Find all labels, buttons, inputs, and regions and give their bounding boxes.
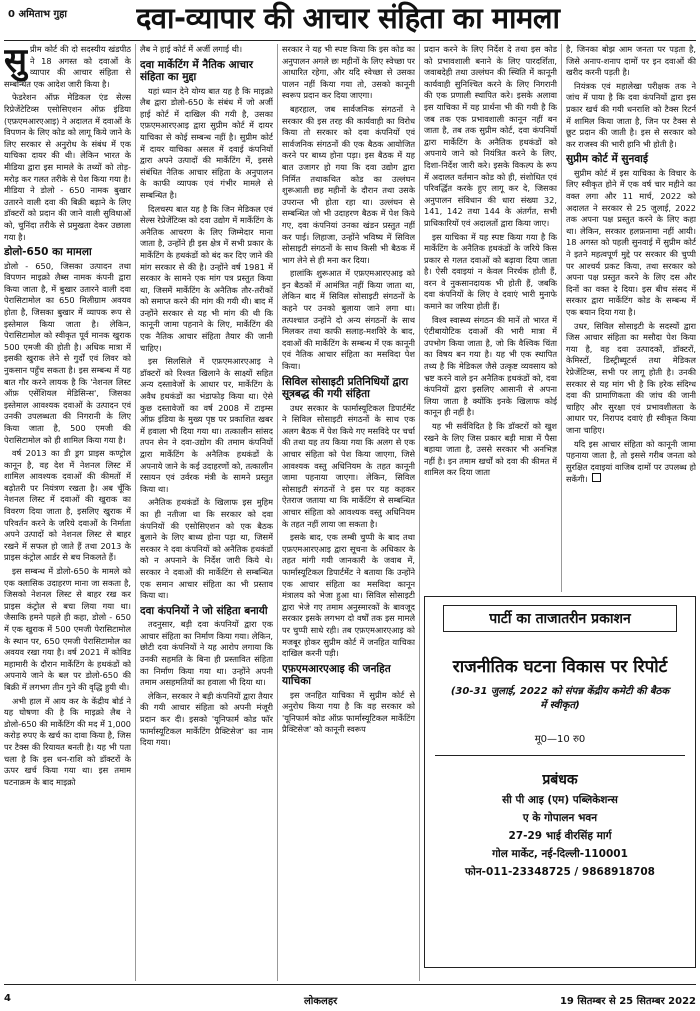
subheading: एफ़एमआरएआइ की जनहित याचिका xyxy=(282,662,391,688)
ad-price: मू0—10 रु0 xyxy=(534,734,586,745)
paragraph: उधर, सिविल सोसाइटी के सदस्यों द्वारा जिस आचार संहिता का मसौदा पेश किया गया है, वह दवा उत्पादकों, डॉक्टरों, केमिस्टों, डिस्ट्रीब्यूटर्स तथा मेडिकल रेप्रेजेंटिव्स, सभी पर लागू होती है। उनकी सरकार से यह मांग भी है कि हरेक संदिग्ध दवा की प्रामाणिकता की जांच की जानी चाहिए और सुरक्षा एवं प्रभावशीलता के आधार पर, निरापद दवाएं ही स्वीकृत किया जाना चाहिए। xyxy=(566,320,696,435)
column-2 xyxy=(140,44,273,981)
column-1 xyxy=(4,44,131,981)
drop-cap: सु xyxy=(4,44,27,81)
publication-advertisement xyxy=(424,596,696,968)
end-of-article-icon xyxy=(592,473,601,482)
subheading: सुप्रीम कोर्ट में सुनवाई xyxy=(566,153,649,166)
paragraph: डोलो - 650, जिसका उत्पादन तथा विपणन माइक्रो लैब्स नामक कंपनी द्वारा किया जाता है, में बुखार उतारने वाली दवा पेरासिटामोल का 650 मिलीग्राम अवयव होता है, जिसका बुखार में व्यापक रूप से इस्तेमाल किया जाता है। लेकिन, पेरासिटामोल को स्वीकृत पूर्व मानक खुराक 500 एमजी की होती है। अधिक मात्रा में इसकी खुराक लेने से गुर्दों एवं लिवर को नुकसान पहुँच सकता है। इस सम्बन्ध में यह बात गौर करने लायक है कि 'नेशनल लिस्ट ऑफ़ एसेंशियल मेडिसिन्स', जिसका इस्तेमाल आवश्यक दवाओं के उत्पादन एवं उनकी उपलब्धता की निगरानी के लिए किया जाता है, 500 एमजी की पेरासिटामोल को ही शामिल किया गया है। xyxy=(4,260,131,445)
paragraph: सुप्रीम कोर्ट में इस याचिका के विचार के लिए स्वीकृत होने में एक वर्ष चार महीने का वक्त लगा और 11 मार्च, 2022 को अदालत ने सरकार से 25 जुलाई, 2022 तक अपना पक्ष प्रस्तुत करने के लिए कहा था। लेकिन, सरकार हलफ़नामा नहीं आयी। 18 अगस्त को पहली सुनवाई में सुप्रीम कोर्ट ने इतने महत्वपूर्ण मुद्दे पर सरकार की चुप्पी पर आश्चर्य प्रकट किया, तथा सरकार को अपना पक्ष प्रस्तुत करने के लिए दस और दिनों का वक्त दे दिया। इस बीच संसद में सरकार द्वारा मार्केटिंग कोड के सम्बन्ध में एक बयान दिया गया है। xyxy=(566,167,696,317)
column-5 xyxy=(566,44,696,592)
paragraph: है, जिनका बोझ आम जनता पर पड़ता है, जिसे अनाप-शनाप दामों पर इन दवाओं की खरीद करनी पड़ती है। xyxy=(566,44,696,78)
ad-address-line: ए के गोपालन भवन xyxy=(522,812,598,824)
issue-date: 19 सितम्बर से 25 सितम्बर 2022 xyxy=(559,996,696,1007)
article-headline: दवा-व्यापार की आचार संहिता का मामला xyxy=(136,1,560,35)
paragraph: इस याचिका में यह स्पष्ट किया गया है कि मार्केटिंग के अनैतिक हथकंडों के जरिये किस प्रकार से गलत दवाओं को बढ़ावा दिया जाता है। ऐसी दवाइयां न केवल निरर्थक होती हैं, वरन वे नुकसानदायक भी होती हैं, जबकि दवा कंपनियों के लिए वे दवाएं भारी मुनाफे कमाने का जरिया होती हैं। xyxy=(424,231,557,312)
paragraph: बहरहाल, जब सार्वजनिक संगठनों ने सरकार की इस तरह की कार्यवाही का विरोध किया तो सरकार को दवा कंपनियों एवं सार्वजनिक संगठनों की एक बैठक आयोजित करने पर बाध्य होना पड़ा। इस बैठक में यह बात उजागर हो गया कि दवा उद्योग द्वारा निर्मित तथाकथित कोड का उल्लंघन शुरूआती छह महीनों के दौरान तथा उसके उपरान्त भी होता रहा था। उल्लंघन से सम्बन्धित जो भी उदाहरण बैठक में पेश किये गए, दवा कंपनियां उनका खंडन प्रस्तुत नहीं कर पाई। लिहाजा, उन्होंने भविष्य में सिविल सोसाइटी संगठनों के साथ किसी भी बैठक में भाग लेने से ही मना कर दिया। xyxy=(282,103,415,265)
page-number: 4 xyxy=(4,993,11,1004)
ad-address-line: सी पी आइ (एम) पब्लिकेशन्स xyxy=(502,794,618,806)
paragraph: सरकार ने यह भी स्पष्ट किया कि इस कोड का अनुपालन अगले छः महीनों के लिए स्वेच्छा पर आधारित रहेगा, और यदि स्वेच्छा से उसका पालन नहीं किया गया तो, उसको कानूनी स्वरूप प्रदान कर दिया जाएगा। xyxy=(282,44,415,101)
paragraph: यह भी सर्वविदित है कि डॉक्टरों को खुश रखने के लिए जिस प्रकार बड़ी मात्रा में पैसा बहाया जाता है, उससे सरकार भी अनभिज्ञ नहीं है। इन तमाम खर्चों को दवा की कीमत में शामिल कर दिया जाता xyxy=(424,421,557,478)
subheading: दवा कंपनियों ने जो संहिता बनायी xyxy=(140,604,268,617)
ad-banner: पार्टी का ताजातरीन प्रकाशन xyxy=(443,605,677,632)
ad-phone: फोन-011-23348725 / 9868918708 xyxy=(465,866,655,878)
paragraph: अभी हाल में आय कर के केंद्रीय बोर्ड ने यह घोषणा की है कि माइक्रो लैब ने डोलो-650 की मार्केटिंग की मद में 1,000 करोड़ रुपए के खर्च का दावा किया है, जिस पर टैक्स की रियायत बनती है। यह भी पता चला है कि इस धन-राशि को डॉक्टरों के ऊपर खर्च किया गया था। इस तमाम घटनाक्रम के बाद माइक्रो xyxy=(4,695,131,787)
ad-title: राजनीतिक घटना विकास पर रिपोर्ट xyxy=(452,657,668,677)
paragraph: नियंत्रक एवं महालेखा परीक्षक तक ने जांच में पाया है कि दवा कंपनियों द्वारा इस प्रकार खर्च की गयी धनराशि को टैक्स रिटर्न में शामिल किया जाता है, जिन पर टैक्स से छूट प्रदान की जाती है। इस से सरकार को कर राजस्व की भारी हानि भी होती है। xyxy=(566,80,696,149)
paragraph xyxy=(566,439,696,486)
paragraph: इसके बाद, एक लम्बी चुप्पी के बाद तथा एफ़एमआरएआइ द्वारा सूचना के अधिकार के तहत मांगी गयी जानकारी के जवाब में, फार्मास्यूटिकल डिपार्टमेंट ने बताया कि उन्होंने एक आचार संहिता का मसविदा कानून मंत्रालय को भेजा हुआ था। सिविल सोसाइटी द्वारा भेजे गए तमाम अनुस्मारकों के बावजूद सरकार इसके लगभग दो वर्षों तक इस मामले पर चुप्पी साधे रही। तब एफ़एमआरएआइ को मजबूर होकर सुप्रीम कोर्ट में जनहित याचिका दाखिल करनी पड़ी। xyxy=(282,532,415,659)
column-divider xyxy=(277,44,278,981)
page-footer xyxy=(4,984,696,1011)
ad-divider xyxy=(435,755,685,756)
ad-address-line: 27-29 भाई वीरसिंह मार्ग xyxy=(508,830,612,842)
paragraph: हालांकि शुरूआत में एफ़एमआरएआइ को इन बैठकों में आमंत्रित नहीं किया जाता था, लेकिन बाद में सिविल सोसाइटी संगठनों के कहने पर उनको बुलाया जाने लगा था। तत्पश्चात उन्होंने दो अन्य संगठनों के साथ मिलकर तथा काफी सलाह-मशविरे के बाद, दवाओं की मार्केटिंग के सम्बन्ध में एक कानूनी एवं नैतिक आचार संहिता का मसविदा पेश किया। xyxy=(282,268,415,372)
subheading: दवा मार्केटिंग में नैतिक आचार संहिता का मुद्दा xyxy=(140,58,254,84)
column-3 xyxy=(282,44,415,981)
author-byline: 0 अमिताभ गुहा xyxy=(8,9,67,20)
paragraph: विश्व स्वास्थ्य संगठन की मानें तो भारत में एंटीबायोटिक दवाओं की भारी मात्रा में उपभोग किया जाता है, जो कि वैश्विक चिंता का विषय बन गया है। यह भी एक स्थापित तथ्य है कि मेडिकल जैसे उत्कृष्ट व्यवसाय को भ्रष्ट करने वाले इन अनैतिक हथकंडों को, दवा कंपनियों द्वारा इसलिए आसानी से अपना लिया जाता है क्योंकि इनके खिलाफ कोई कानून ही नहीं है। xyxy=(424,314,557,418)
column-divider xyxy=(135,44,136,981)
column-divider xyxy=(419,44,420,981)
ad-address-line: गोल मार्केट, नई-दिल्ली-110001 xyxy=(492,848,628,860)
paragraph-text: यदि इस आचार संहिता को कानूनी जामा पहनाया जाता है, तो इससे गरीब जनता को सुरक्षित दवाइयां वाजिब दामों पर उपलब्ध हो सकेंगी। xyxy=(566,438,696,485)
paragraph: वर्ष 2013 का डी ड्रग प्राइस कण्ट्रोल कानून है, वह देश में नेशनल लिस्ट में शामिल आवश्यक दवाओं की कीमतों में बढ़ोतरी पर नियंत्रण रखता है। अब चूँकि नेशनल लिस्ट में दवाओं की खुराक का विवरण दिया जाता है, इसलिए खुराक में परिवर्तन करने के जरिये दवाओं के निर्माता अपने उत्पादों को नेशनल लिस्ट से बाहर रखने में सफल हो जाते हैं तथा 2013 के प्राइस कंट्रोल आर्डर से बच निकलते हैं। xyxy=(4,448,131,563)
paragraph: दिलचस्प बात यह है कि जिन मेडिकल एवं सेल्स रेप्रेजेंटिव्स को दवा उद्योग में मार्केटिंग के अनैतिक आचरण के लिए जिम्मेदार माना जाता है, उन्होंने ही इस क्षेत्र में सभी प्रकार के मार्केटिंग के हथकंडों को बंद कर दिए जाने की मांग सरकार से की है। उन्होंने वर्ष 1981 में सरकार के सामने एक मांग पत्र प्रस्तुत किया था, जिसमें मार्केटिंग के अनैतिक तौर-तरीकों को समाप्त करने की मांग की गयी थी। बाद में उन्होंने सरकार से यह भी मांग की थी कि कानूनी जामा पहनाने के लिए, मार्केटिंग की एक नैतिक आचार संहिता तैयार की जानी चाहिए। xyxy=(140,203,273,353)
paragraph: यहां ध्यान देने योग्य बात यह है कि माइक्रो लैब द्वारा डोलो-650 के संबंध में जो अर्जी हाई कोर्ट में दाखिल की गयी है, उसका एफ़एमआरएआइ द्वारा सुप्रीम कोर्ट में दायर याचिका से कोई सम्बन्ध नहीं है। सुप्रीम कोर्ट में दायर याचिका असल में दवाई कंपनियों द्वारा अपने उत्पादों की मार्केटिंग में, इससे संबंधित नैतिक आचार संहिता के अनुपालन के काफी व्यापक एवं गंभीर मामले से सम्बन्धित है। xyxy=(140,85,273,200)
paragraph: तदनुसार, बड़ी दवा कंपनियों द्वारा एक आचार संहिता का निर्माण किया गया। लेकिन, छोटी दवा कंपनियों ने यह आरोप लगाया कि उनकी सहमति के बिना ही प्रस्तावित संहिता का निर्माण किया गया था। उन्होंने अपनी तमाम असहमतियों का हवाला भी दिया था। xyxy=(140,619,273,688)
column-divider xyxy=(561,44,562,592)
paragraph: उधर सरकार के फार्मास्यूटिकल डिपार्टमेंट ने सिविल सोसाइटी संगठनों के साथ एक अलग बैठक में पेश किये गए मसविदे पर चर्चा की तथा यह तय किया गया कि अलग से एक आचार संहिता को पेश किया जाएगा, जिसे आवश्यक वस्तु अधिनियम के तहत कानूनी जामा पहनाया जाएगा। लेकिन, सिविल सोसाइटी संगठनों ने इस पर यह कहकर ऐतराज जताया था कि मार्केटिंग से सम्बन्धित आचार संहिता को आवश्यक वस्तु अधिनियम के तहत नहीं लाया जा सकता है। xyxy=(282,402,415,529)
column-4 xyxy=(424,44,557,592)
paragraph: प्रदान करने के लिए निर्देश दे तथा इस कोड को प्रभावशाली बनाने के लिए पारदर्शिता, जवाबदेही तथा उल्लंघन की स्थिति में कानूनी कार्यवाही सुनिश्चित करने के लिए निगरानी की एक प्रणाली स्थापित करे। इसके अलावा इस याचिका में यह प्रार्थना भी की गयी है कि जब तक एक प्रभावशाली कानून नहीं बन जाता है, तब तक सुप्रीम कोर्ट, दवा कंपनियों द्वारा मार्केटिंग के अनैतिक हथकंडों को अपनाये जाने को नियंत्रित करने के लिए, दिशा-निर्देश जारी करे। इसके विकल्प के रूप में अदालत वर्तमान कोड को ही, संशोधित एवं परिवर्द्धित करके हुए लागू कर दे, जिसका अनुपालन संविधान की धारा संख्या 32, 141, 142 तथा 144 के अंतर्गत, सभी प्राधिकारियों एवं अदालतों द्वारा किया जाए। xyxy=(424,44,557,228)
paragraph: इस जनहित याचिका में सुप्रीम कोर्ट से अनुरोध किया गया है कि वह सरकार को 'यूनिफार्म कोड ऑफ़ फार्मास्यूटिकल मार्केटिंग प्रैक्टिसेज' को कानूनी स्वरूप xyxy=(282,689,415,735)
subheading: डोलो-650 का मामला xyxy=(4,246,92,259)
header-rule xyxy=(4,40,696,41)
subheading: सिविल सोसाइटी प्रतिनिधियों द्वारा सूत्रबद्ध की गयी संहिता xyxy=(282,375,409,401)
paragraph xyxy=(4,44,131,90)
paragraph: फेडरेशन ऑफ़ मेडिकल एंड सेल्स रिप्रेजेंटेटिव्स एसोसिएशन ऑफ़ इंडिया (एफ़एमआरएआइ) ने अदालत में दवाओं के विपणन के लिए कोड को लागू किये जाने के लिए सरकार से अनुरोध के संबंध में एक याचिका दायर की थी। लेकिन भारत के मीडिया द्वारा इस मामले के तथ्यों को तोड़-मरोड़ कर गलत तरीके से पेश किया गया है। मीडिया ने डोलो - 650 नामक बुखार उतारने वाली दवा की बिक्री बढ़ाने के लिए डॉक्टरों को प्रदान की जाने वाली सुविधाओं को, चुनिंदा तरीके से प्रमुखता देकर उछाला गया है। xyxy=(4,92,131,242)
ad-subtitle: (30-31 जुलाई, 2022 को संपन्न केंद्रीय कमेटी की बैठक में स्वीकृत) xyxy=(450,686,670,711)
ad-manager-label: प्रबंधक xyxy=(542,772,578,788)
paragraph-text: प्रीम कोर्ट की दो सदस्यीय खंडपीठ ने 18 अगस्त को दवाओं के व्यापार की आचार संहिता से सम्बन्धित एक आदेश जारी किया है। xyxy=(4,44,131,89)
paragraph: इस सम्बन्ध में डोलो-650 के मामले को एक क्लासिक उदाहरण माना जा सकता है, जिसको नेशनल लिस्ट से बाहर रख कर प्राइस कंट्रोल से बचा लिया गया था। जैसाकि हमने पहले ही कहा, डोलो - 650 में एक खुराक में 500 एमजी पेरासिटामोल के स्थान पर, 650 एमजी पेरासिटामोल का अवयव रखा गया है। वर्ष 2021 में कोविड महामारी के दौरान मार्केटिंग के हथकंडों को अपनाये जाने के बल पर डोलो-650 की बिक्री में लगभग तीन गुने की वृद्धि हुयी थी। xyxy=(4,566,131,692)
paragraph: लैब ने हाई कोर्ट में अर्जी लगाई थी। xyxy=(140,44,243,54)
paragraph: अनैतिक हथकंडों के खिलाफ इस मुहिम का ही नतीजा था कि सरकार को दवा कंपनियों की एसोसिएशन को एक बैठक बुलाने के लिए बाध्य होना पड़ा था, जिसमें सरकार ने दवा कंपनियों को अनैतिक हथकंडों को न अपनाने के निर्देश जारी किये थे। सरकार ने दवाओं की मार्केटिंग से सम्बन्धित एक समान आचार संहिता का भी प्रस्ताव किया था। xyxy=(140,497,273,601)
paragraph: इस सिलसिले में एफ़एमआरएआइ ने डॉक्टरों को रिश्वत खिलाने के साक्ष्यों सहित अन्य दस्तावेजों के आधार पर, मार्केटिंग के अवैध हथकंडों का भंडाफोड़ किया था। ऐसे कुछ दस्तावेजों का वर्ष 2008 में टाइम्स ऑफ़ इंडिया के मुख्य पृष्ठ पर प्रकाशित खबर में हवाला भी दिया गया था। तत्कालीन सांसद तपन सेन ने दवा-उद्योग की तमाम कंपनियों द्वारा मार्केटिंग के अनैतिक हथकंडों के अपनाये जाने के कई उदाहरणों को, तत्कालीन रसायन एवं उर्वरक मंत्री के सामने प्रस्तुत किया था। xyxy=(140,356,273,494)
paragraph: लेकिन, सरकार ने बड़ी कंपनियों द्वारा तैयार की गयी आचार संहिता को अपनी मंजूरी प्रदान कर दी। इसको 'यूनिफार्म कोड फॉर फार्मास्यूटिकल मार्केटिंग प्रैक्टिसेज' का नाम दिया गया। xyxy=(140,690,273,748)
publication-name: लोकलहर xyxy=(304,996,338,1007)
